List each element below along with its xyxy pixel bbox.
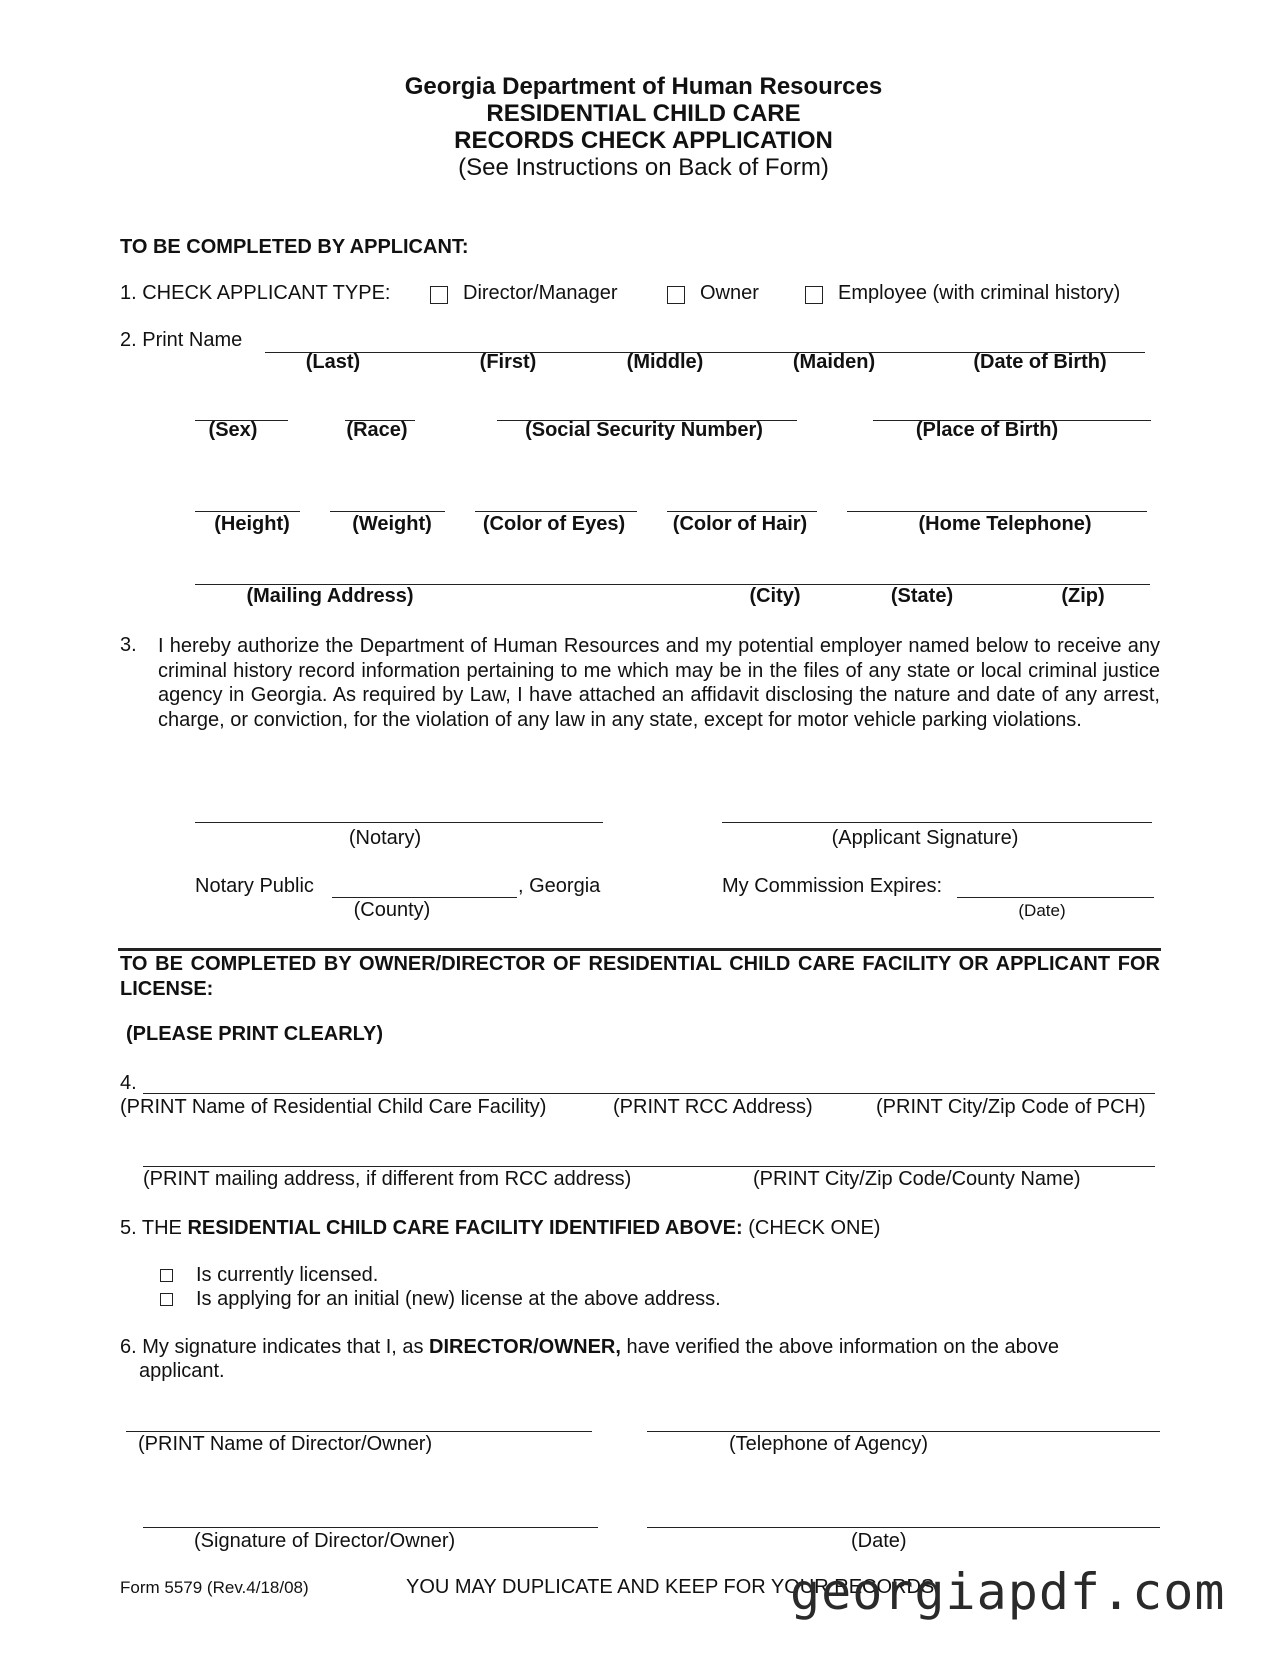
applying-license-checkbox[interactable] [160,1293,173,1306]
eye-color-caption: (Color of Eyes) [482,513,626,535]
mailing-address-caption: (Mailing Address) [246,585,414,607]
section-divider [118,948,1161,951]
city-caption: (City) [749,585,801,607]
currently-licensed-checkbox[interactable] [160,1269,173,1282]
maiden-name-caption: (Maiden) [792,351,876,373]
last-name-caption: (Last) [305,351,361,373]
director-manager-checkbox[interactable] [430,286,448,304]
applicant-signature-line[interactable] [722,822,1152,823]
authorization-number: 3. [120,634,137,656]
mailing-info-line[interactable] [143,1166,1155,1167]
city-zip-county-caption: (PRINT City/Zip Code/County Name) [753,1168,1081,1190]
signature-date-caption: (Date) [851,1530,907,1552]
owner-checkbox[interactable] [667,286,685,304]
watermark: georgiapdf.com [790,1563,1226,1621]
georgia-label: , Georgia [518,875,601,897]
facility-status-bold: RESIDENTIAL CHILD CARE FACILITY IDENTIFIED ABOVE: [187,1217,743,1239]
form-agency-title: Georgia Department of Human Resources [404,73,883,100]
director-name-caption: (PRINT Name of Director/Owner) [138,1433,433,1455]
city-zip-pch-caption: (PRINT City/Zip Code of PCH) [876,1096,1146,1118]
middle-name-caption: (Middle) [626,351,704,373]
zip-caption: (Zip) [1061,585,1105,607]
facility-name-caption: (PRINT Name of Residential Child Care Facility) [120,1096,547,1118]
ssn-caption: (Social Security Number) [525,419,763,441]
duplicate-note: YOU MAY DUPLICATE AND KEEP FOR YOUR RECORDS [406,1576,935,1598]
director-signature-caption: (Signature of Director/Owner) [194,1530,456,1552]
hair-color-caption: (Color of Hair) [672,513,808,535]
notary-caption: (Notary) [348,827,422,849]
notary-public-label: Notary Public [195,875,314,897]
facility-info-line[interactable] [143,1093,1155,1094]
agency-telephone-caption: (Telephone of Agency) [729,1433,929,1455]
county-line[interactable] [332,897,517,898]
rcc-address-caption: (PRINT RCC Address) [613,1096,813,1118]
race-caption: (Race) [346,419,408,441]
applicant-type-label: 1. CHECK APPLICANT TYPE: [120,282,391,304]
director-manager-option-label: Director/Manager [463,282,618,304]
form-instructions-note: (See Instructions on Back of Form) [458,154,829,181]
commission-date-line[interactable] [957,897,1154,898]
print-clearly-note: (PLEASE PRINT CLEARLY) [126,1023,384,1045]
agency-telephone-line[interactable] [647,1431,1160,1432]
form-title-line-2: RECORDS CHECK APPLICATION [454,127,833,154]
currently-licensed-label: Is currently licensed. [196,1264,379,1286]
home-telephone-caption: (Home Telephone) [918,513,1092,535]
verification-prefix: 6. My signature indicates that I, as [120,1336,430,1358]
authorization-statement: I hereby authorize the Department of Human Resources and my potential employer named below to receive any criminal history record information pertaining to me which may be in the files of any state or local criminal justice agency in Georgia. As required by Law, I have attached an affidavit disclosing the nature and date of any arrest, charge, or conviction, for the violation of any law in any state, except for motor vehicle parking violations. [158,635,1160,731]
eye-color-line[interactable] [475,511,637,512]
date-of-birth-caption: (Date of Birth) [973,351,1107,373]
form-number: Form 5579 (Rev.4/18/08) [120,1578,309,1597]
verification-line-2: applicant. [139,1360,225,1382]
verification-bold: DIRECTOR/OWNER, [429,1336,621,1358]
commission-date-caption: (Date) [1018,901,1066,920]
home-telephone-line[interactable] [847,511,1147,512]
facility-status-prefix: 5. THE [120,1217,188,1239]
height-caption: (Height) [214,513,290,535]
mailing-address-if-different-caption: (PRINT mailing address, if different from RCC address) [143,1168,632,1190]
print-name-label: 2. Print Name [120,329,243,351]
commission-expires-label: My Commission Expires: [722,875,943,897]
notary-signature-line[interactable] [195,822,603,823]
facility-status-question [120,1217,880,1240]
director-signature-line[interactable] [143,1527,598,1528]
facility-info-number: 4. [120,1072,137,1094]
form-title-line-1: RESIDENTIAL CHILD CARE [486,100,801,127]
state-caption: (State) [890,585,954,607]
verification-suffix: have verified the above information on the above [620,1336,1059,1358]
employee-checkbox[interactable] [805,286,823,304]
facility-status-suffix: (CHECK ONE) [742,1217,881,1239]
applicant-section-title: TO BE COMPLETED BY APPLICANT: [120,236,469,258]
employee-option-label: Employee (with criminal history) [838,282,1121,304]
weight-line[interactable] [330,511,445,512]
owner-option-label: Owner [700,282,759,304]
county-caption: (County) [353,899,431,921]
owner-section-title: TO BE COMPLETED BY OWNER/DIRECTOR OF RESIDENTIAL CHILD CARE FACILITY OR APPLICANT FOR LICENSE: [120,953,1160,1000]
applicant-signature-caption: (Applicant Signature) [831,827,1019,849]
verification-statement [120,1336,1059,1359]
weight-caption: (Weight) [352,513,432,535]
hair-color-line[interactable] [667,511,817,512]
place-of-birth-caption: (Place of Birth) [915,419,1059,441]
first-name-caption: (First) [479,351,537,373]
sex-caption: (Sex) [208,419,258,441]
signature-date-line[interactable] [647,1527,1160,1528]
height-line[interactable] [195,511,300,512]
applying-license-label: Is applying for an initial (new) license at the above address. [196,1288,721,1310]
director-name-line[interactable] [126,1431,592,1432]
